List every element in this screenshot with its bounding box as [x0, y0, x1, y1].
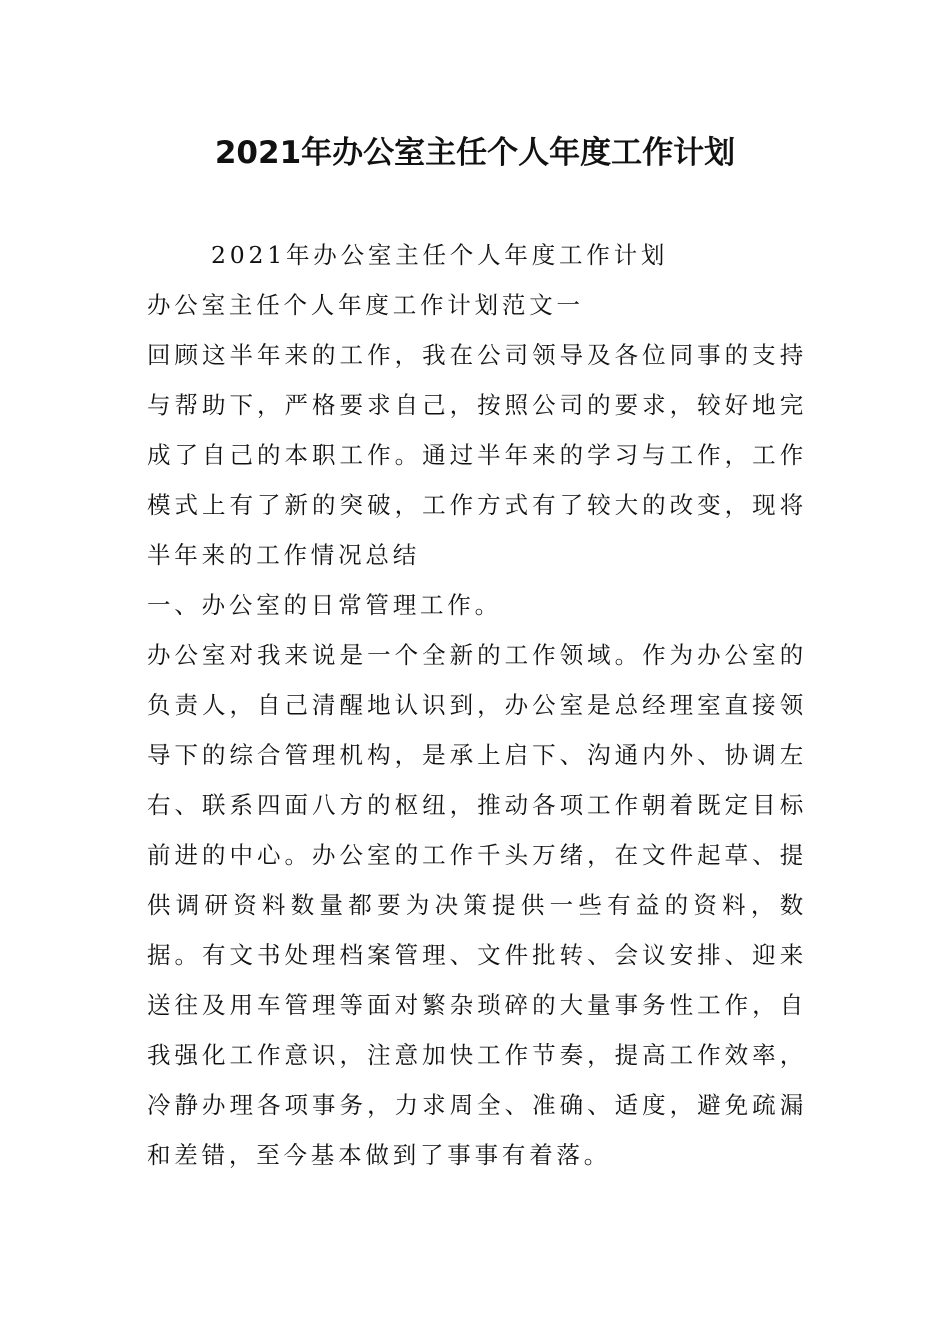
subtitle-paragraph: 2021年办公室主任个人年度工作计划	[211, 241, 669, 269]
body-paragraph-office-work: 办公室对我来说是一个全新的工作领域。作为办公室的负责人，自己清醒地认识到，办公室是总经理室直接领导下的综合管理机构，是承上启下、沟通内外、协调左右、联系四面八方的枢纽，推动各项工作朝着既定目标前进的中心。办公室的工作千头万绪，在文件起草、提供调研资料数量都要为决策提供一些有益的资料，数据。有文书处理档案管理、文件批转、会议安排、迎来送往及用车管理等面对繁杂琐碎的大量事务性工作，自我强化工作意识，注意加快工作节奏，提高工作效率，冷静办理各项事务，力求周全、准确、适度，避免疏漏和差错，至今基本做到了事事有着落。	[147, 641, 807, 1169]
section-heading-daily-management: 一、办公室的日常管理工作。	[147, 591, 502, 619]
section-heading-sample-one: 办公室主任个人年度工作计划范文一	[147, 291, 584, 319]
intro-paragraph: 回顾这半年来的工作，我在公司领导及各位同事的支持与帮助下，严格要求自己，按照公司的要求，较好地完成了自己的本职工作。通过半年来的学习与工作，工作模式上有了新的突破，工作方式有了较大的改变，现将半年来的工作情况总结	[147, 341, 807, 569]
document-title: 2021年办公室主任个人年度工作计划	[214, 135, 736, 171]
document-body	[147, 230, 807, 1180]
